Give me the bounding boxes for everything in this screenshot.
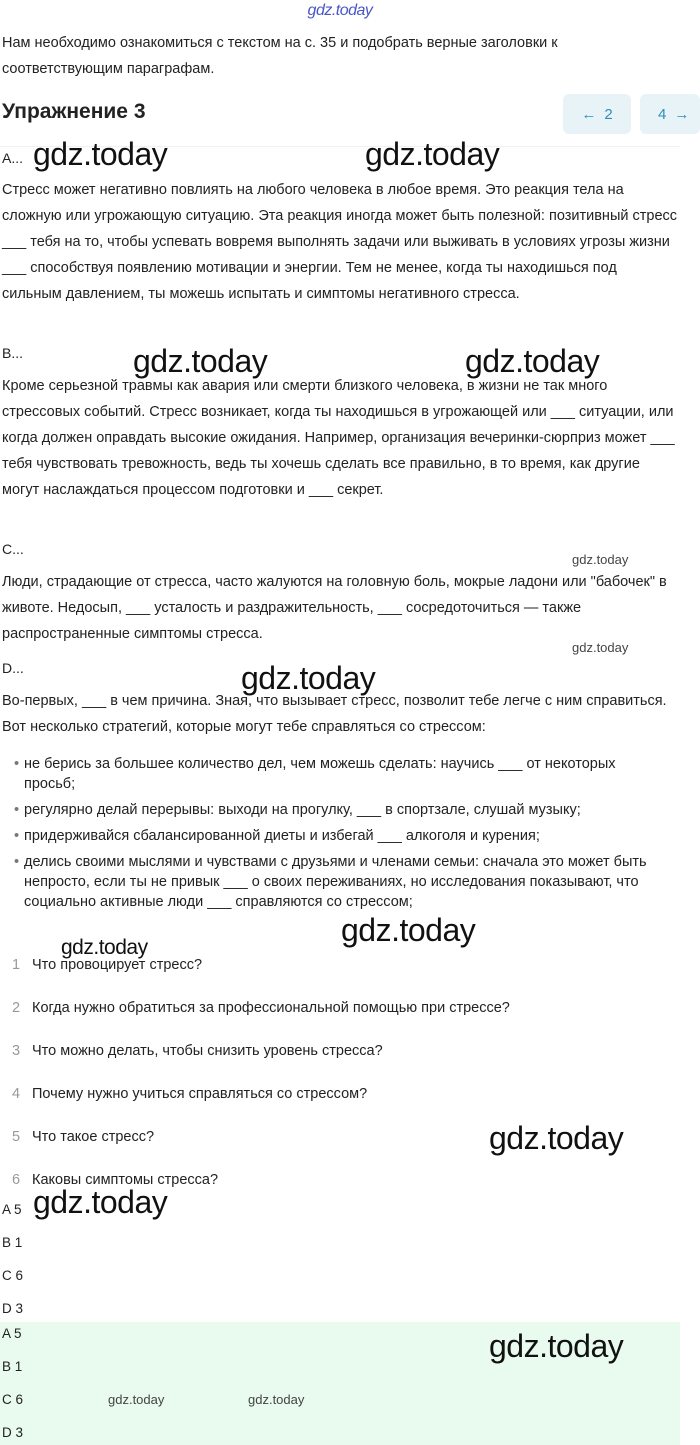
prev-exercise-label: 2 bbox=[604, 105, 613, 123]
list-item bbox=[14, 800, 654, 820]
question-text: Что можно делать, чтобы снизить уровень стресса? bbox=[32, 1043, 383, 1059]
watermark: gdz.today bbox=[341, 912, 476, 948]
paragraph-b-text: Кроме серьезной травмы как авария или смерти близкого человека, в жизни не так много стрессовых событий. Стресс возникает, когда ты находишься в угрожающей или ___ ситуации, или когда должен оправдать высокие ожидания. Например, организация вечеринки-сюрприз может ___ тебя чувствовать тревожность, ведь ты хочешь сделать все правильно, в то время, как другие могут наслаждаться процессом подготовки и ___ секрет. bbox=[2, 378, 675, 498]
list-item-text: не берись за большее количество дел, чем можешь сделать: научись ___ от некоторых просьб; bbox=[24, 756, 616, 792]
list-item-text: придерживайся сбалансированной диеты и избегай ___ алкоголя и курения; bbox=[24, 828, 540, 844]
watermark: gdz.today bbox=[465, 343, 600, 379]
question-number: 5 bbox=[12, 1129, 21, 1145]
answer-item: C 6 bbox=[2, 1268, 24, 1283]
question-number: 1 bbox=[12, 957, 21, 973]
list-item-text: регулярно делай перерывы: выходи на прогулку, ___ в спортзале, слушай музыку; bbox=[24, 802, 581, 818]
paragraph-a-head: A... bbox=[2, 150, 24, 166]
question-text: Что такое стресс? bbox=[32, 1129, 155, 1145]
answer-item: A 5 bbox=[2, 1202, 22, 1217]
question-item bbox=[12, 1043, 383, 1059]
site-logo[interactable]: gdz.today bbox=[307, 2, 373, 19]
question-number: 4 bbox=[12, 1086, 21, 1102]
question-number: 3 bbox=[12, 1043, 21, 1059]
question-item bbox=[12, 1000, 510, 1016]
bullet-icon: • bbox=[14, 854, 20, 870]
answer-highlight-item: D 3 bbox=[2, 1425, 24, 1440]
question-text: Что провоцирует стресс? bbox=[32, 957, 203, 973]
watermark: gdz.today bbox=[241, 660, 376, 696]
answer-item: B 1 bbox=[2, 1235, 23, 1250]
question-number: 2 bbox=[12, 1000, 21, 1016]
task-description: Нам необходимо ознакомиться с текстом на с. 35 и подобрать верные заголовки к соответствующим параграфам. bbox=[2, 35, 558, 77]
paragraph-c-head: C... bbox=[2, 541, 24, 557]
question-text: Почему нужно учиться справляться со стрессом? bbox=[32, 1086, 368, 1102]
watermark: gdz.today bbox=[572, 640, 629, 655]
paragraph-d-head: D... bbox=[2, 660, 24, 676]
answer-item: D 3 bbox=[2, 1301, 24, 1316]
list-item bbox=[14, 852, 654, 912]
bullet-icon: • bbox=[14, 756, 20, 772]
exercise-title: Упражнение 3 bbox=[2, 100, 146, 123]
paragraph-d-text: Во-первых, ___ в чем причина. Зная, что вызывает стресс, позволит тебе легче с ним справиться. Вот несколько стратегий, которые могут тебе справляться со стрессом: bbox=[2, 693, 667, 735]
arrow-left-icon: ← bbox=[581, 105, 597, 123]
next-exercise-button[interactable] bbox=[640, 94, 700, 134]
bullet-icon: • bbox=[14, 828, 20, 844]
strategies-list bbox=[14, 754, 654, 918]
answer-highlight-item: B 1 bbox=[2, 1359, 23, 1374]
watermark: gdz.today bbox=[33, 1184, 168, 1220]
paragraph-b-head: B... bbox=[2, 345, 24, 361]
question-text: Каковы симптомы стресса? bbox=[32, 1172, 219, 1188]
watermark: gdz.today bbox=[365, 136, 500, 172]
question-item bbox=[12, 1129, 154, 1145]
list-item bbox=[14, 754, 654, 794]
question-number: 6 bbox=[12, 1172, 21, 1188]
watermark: gdz.today bbox=[489, 1328, 624, 1364]
next-exercise-label: 4 bbox=[658, 105, 667, 123]
list-item bbox=[14, 826, 654, 846]
watermark: gdz.today bbox=[133, 343, 268, 379]
prev-exercise-button[interactable] bbox=[563, 94, 631, 134]
list-item-text: делись своими мыслями и чувствами с друзьями и членами семьи: сначала это может быть непросто, если ты не привык ___ о своих переживаниях, но исследования показывают, что социально активные люди ___ справляются со стрессом; bbox=[24, 854, 647, 910]
question-text: Когда нужно обратиться за профессиональной помощью при стрессе? bbox=[32, 1000, 510, 1016]
arrow-right-icon: → bbox=[674, 105, 690, 123]
answer-highlight-item: C 6 bbox=[2, 1392, 24, 1407]
question-item bbox=[12, 1086, 367, 1102]
watermark: gdz.today bbox=[33, 136, 168, 172]
watermark: gdz.today bbox=[248, 1392, 305, 1407]
paragraph-c-text: Люди, страдающие от стресса, часто жалуются на головную боль, мокрые ладони или "бабочек" в животе. Недосып, ___ усталость и раздражительность, ___ сосредоточиться — также распространенные симптомы стресса. bbox=[2, 574, 667, 642]
watermark: gdz.today bbox=[61, 936, 148, 959]
answer-highlight-item: A 5 bbox=[2, 1326, 22, 1341]
watermark: gdz.today bbox=[489, 1120, 624, 1156]
watermark: gdz.today bbox=[572, 552, 629, 567]
bullet-icon: • bbox=[14, 802, 20, 818]
watermark: gdz.today bbox=[108, 1392, 165, 1407]
paragraph-a-text: Стресс может негативно повлиять на любого человека в любое время. Это реакция тела на сложную или угрожающую ситуацию. Эта реакция иногда может быть полезной: позитивный стресс ___ тебя на то, чтобы успевать вовремя выполнять задачи или выживать в условиях угрозы жизни ___ способствуя появлению мотивации и энергии. Тем не менее, когда ты находишься под сильным давлением, ты можешь испытать и симптомы негативного стресса. bbox=[2, 182, 678, 302]
